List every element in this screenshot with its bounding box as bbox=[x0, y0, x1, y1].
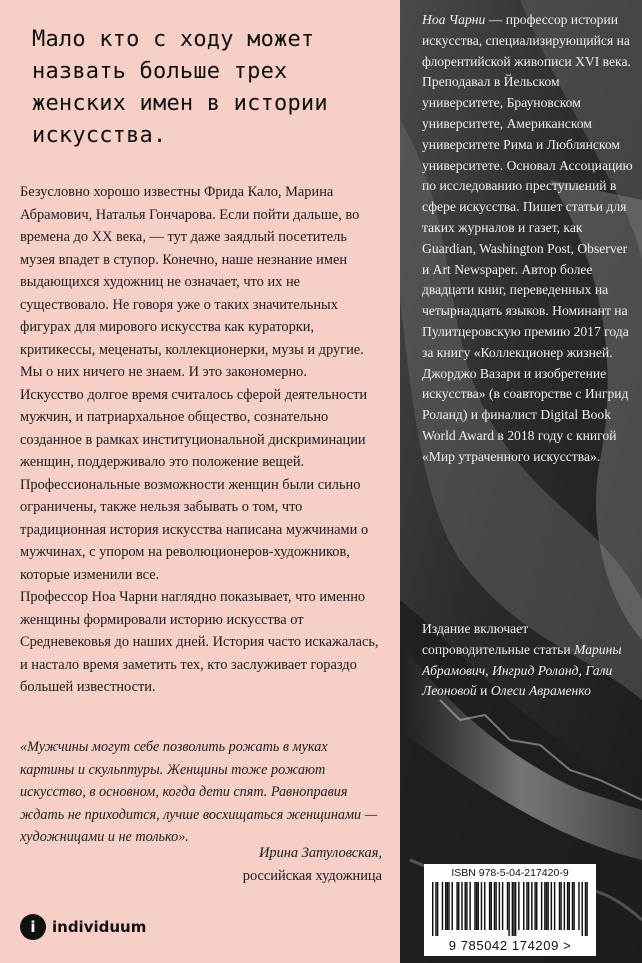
contributor-name: Олеси Авраменко bbox=[490, 683, 591, 699]
author-bio-text: — профессор истории искусства, специализирующийся на флорентийской живописи XVI века. Преподавал в Йельском университете, Брауновском университете, Американском университете Рима и Люблянском университете. Основал Ассоциацию по исследованию преступлений в сфере искусства. Пишет статьи для таких журналов и газет, как Guardian, Washington Post, Observer и Art Newspaper. Автор более двадцати книг, переведенных на четырнадцать языков. Номинант на Пулитцеровскую премию 2017 года за книгу «Коллекционер жизней. Джорджо Вазари и изобретение искусства» (в соавторстве с Ингрид Роланд) и финалист Digital Book World Award в 2018 году с книгой «Мир утраченного искусства». bbox=[422, 12, 633, 464]
headline: Мало кто с ходу может назвать больше трех женских имен в истории искусства. bbox=[32, 27, 328, 148]
barcode-icon bbox=[432, 882, 588, 936]
isbn-barcode bbox=[424, 864, 596, 956]
quote-text: «Мужчины могут себе позволить рожать в муках картины и скульптуры. Женщины тоже рожают искусство, в основном, когда дети спят. Равноправия ждать не приходится, лучше восхищаться женщинами — художницами и не только». bbox=[20, 739, 378, 845]
edition-notes bbox=[422, 619, 636, 702]
quote-attribution bbox=[82, 842, 382, 887]
quote-author-name: Ирина Затуловская, bbox=[258, 845, 382, 861]
publisher-logo-icon: i bbox=[20, 914, 46, 940]
author-name: Ноа Чарни bbox=[422, 12, 486, 27]
contributor-name: Марины Абрамович, bbox=[422, 641, 622, 678]
contributor-name: Ингрид Роланд, bbox=[492, 662, 582, 678]
description-text bbox=[20, 181, 382, 699]
description-paragraph: Искусство долгое время считалось сферой деятельности мужчин, и патриархальное общество, сознательно созданное в рамках институциональной дискриминации женщин, поддерживало это положение вещей. Профессиональные возможности женщин были сильно ограничены, также нельзя забывать о том, что традиционная история искусства написана мужчинами о мужчинах, с упором на революционеров-художников, которые изменили все. bbox=[20, 386, 369, 583]
description-paragraph: Профессор Ноа Чарни наглядно показывает, что именно женщины формировали историю искусства от Средневековья до наших дней. История часто искажалась, и настало время заметить тех, кто заслуживает гораздо большей известности. bbox=[20, 589, 379, 695]
conjunction-text: и bbox=[480, 683, 488, 699]
back-cover-right-panel bbox=[400, 0, 642, 963]
isbn-number: ISBN 978-5-04-217420-9 bbox=[451, 867, 569, 879]
publisher-logo bbox=[20, 913, 146, 941]
contributor-name: Гали Леоновой bbox=[422, 662, 613, 699]
quote-author-role: российская художница bbox=[242, 867, 382, 884]
description-paragraph: Безусловно хорошо известны Фрида Кало, Марина Абрамович, Наталья Гончарова. Если пойти дальше, во времена до XX века, — тут даже заядлый посетитель музея впадет в ступор. Конечно, наше незнание имен выдающихся художниц не означает, что их не существовало. Не говоря уже о таких значительных фигурах для мирового искусства как кураторки, критикессы, меценаты, коллекционерки, музы и другие. Мы о них ничего не знаем. И это закономерно. bbox=[20, 184, 364, 380]
author-bio bbox=[422, 10, 636, 468]
barcode-digits: 9 785042 174209 > bbox=[448, 938, 572, 953]
edition-notes-intro: Издание включает сопроводительные статьи bbox=[422, 621, 571, 657]
publisher-name: individuum bbox=[52, 918, 147, 936]
